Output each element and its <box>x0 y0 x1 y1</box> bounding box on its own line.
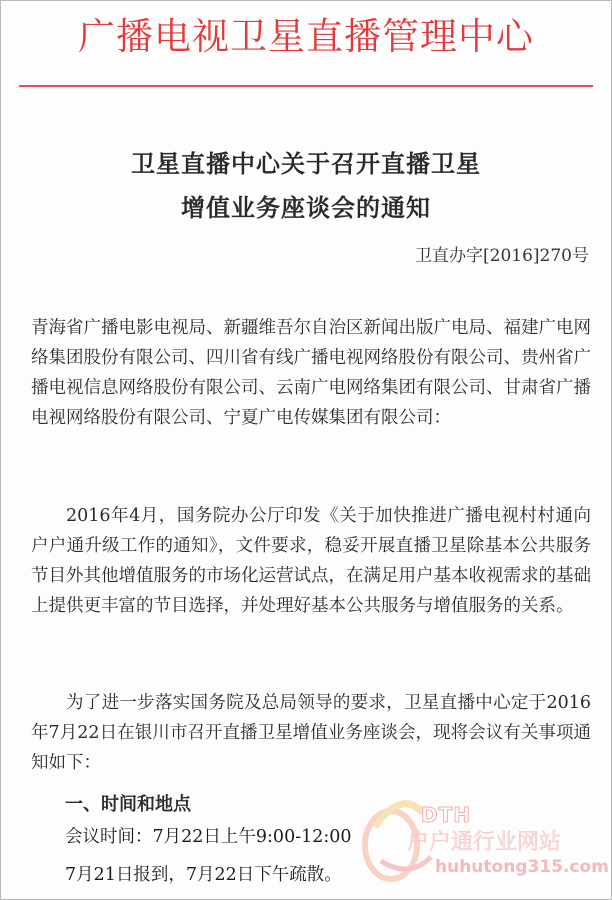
meeting-time-line: 会议时间：7月22日上午9:00-12:00 <box>65 827 352 847</box>
organization-header: 广播电视卫星直播管理中心 <box>78 15 534 58</box>
report-time-line: 7月21日报到，7月22日下午疏散。 <box>65 865 342 885</box>
red-header-rule <box>19 85 593 87</box>
body-paragraph-1: 2016年4月，国务院办公厅印发《关于加快推进广播电视村村通向户户通升级工作的通知》，文件要求，稳妥开展直播卫星除基本公共服务节目外其他增值服务的市场化运营试点，在满足用户基本收视需求的基础上提供更丰富的节目选择，并处理好基本公共服务与增值服务的关系。 <box>31 506 591 616</box>
notice-title-line-1: 卫星直播中心关于召开直播卫星 <box>131 149 481 178</box>
watermark-url: huhutong315.com <box>435 857 609 877</box>
body-paragraph-2: 为了进一步落实国务院及总局领导的要求，卫星直播中心定于2016年7月22日在银川市召开直播卫星增值业务座谈会，现将会议有关事项通知如下： <box>31 693 591 773</box>
section-heading-time-place: 一、时间和地点 <box>65 794 191 815</box>
notice-title-line-2: 增值业务座谈会的通知 <box>181 193 431 222</box>
recipients-paragraph: 青海省广播电影电视局、新疆维吾尔自治区新闻出版广电局、福建广电网络集团股份有限公司、四川省有线广播电视网络股份有限公司、贵州省广播电视信息网络股份有限公司、云南广电网络集团有限公司、甘肃省广播电视网络股份有限公司、宁夏广电传媒集团有限公司： <box>31 318 591 428</box>
watermark-site-name: 户户通行业网站 <box>407 830 562 855</box>
watermark-brand: DTH <box>421 803 471 827</box>
site-watermark <box>361 787 609 897</box>
document-number: 卫直办字[2016]270号 <box>415 246 589 266</box>
